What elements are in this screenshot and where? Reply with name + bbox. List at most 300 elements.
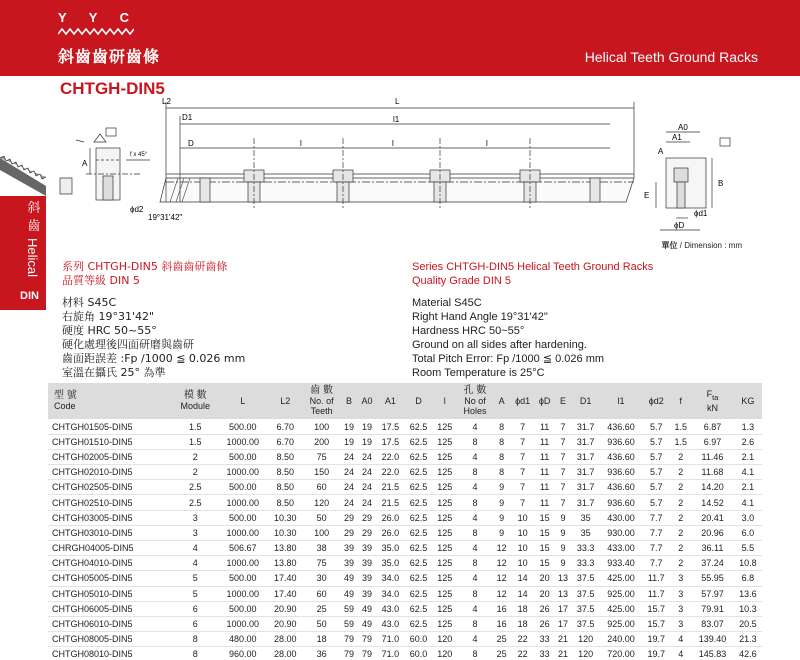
spec-en-grade: Quality Grade DIN 5 bbox=[412, 275, 512, 287]
table-cell: 1.5 bbox=[674, 436, 688, 447]
table-cell: 26 bbox=[539, 619, 550, 630]
table-cell: 9 bbox=[560, 543, 566, 554]
table-cell: 6.70 bbox=[276, 421, 295, 432]
table-cell: 62.5 bbox=[409, 421, 428, 432]
table-cell: 12 bbox=[496, 573, 507, 584]
table-cell: 120 bbox=[314, 497, 330, 508]
table-cell: 7.7 bbox=[650, 558, 663, 569]
table-cell: 37.5 bbox=[576, 619, 595, 630]
table-cell: 62.5 bbox=[409, 482, 428, 493]
table-cell: 33.3 bbox=[576, 543, 595, 554]
header-title-en: Helical Teeth Ground Racks bbox=[584, 49, 758, 65]
table-cell: 1000.00 bbox=[226, 588, 260, 599]
table-cell: 500.00 bbox=[229, 482, 257, 493]
table-cell: 8 bbox=[499, 421, 505, 432]
spec-cn-line: 齒面距誤差 :Fp /1000 ≦ 0.026 mm bbox=[62, 352, 246, 365]
table-cell: 3 bbox=[678, 573, 684, 584]
table-cell: 31.7 bbox=[576, 436, 595, 447]
table-cell: 7 bbox=[520, 421, 526, 432]
table-cell: 4 bbox=[678, 634, 684, 645]
table-cell: 1.5 bbox=[674, 421, 688, 432]
table-cell: 7 bbox=[560, 482, 566, 493]
table-cell: 125 bbox=[437, 619, 453, 630]
product-code-cell: CHTGH08005-DIN5 bbox=[52, 634, 133, 645]
product-code-cell: CHTGH05010-DIN5 bbox=[52, 588, 133, 599]
spec-chinese bbox=[62, 260, 245, 380]
table-cell: 1000.00 bbox=[226, 527, 260, 538]
table-cell: 18 bbox=[517, 603, 528, 614]
table-row bbox=[48, 616, 762, 631]
table-cell: 79 bbox=[343, 649, 354, 660]
table-cell: 31.7 bbox=[576, 482, 595, 493]
table-cell: 6.8 bbox=[741, 573, 755, 584]
col-f: f bbox=[670, 383, 691, 419]
table-cell: 8 bbox=[472, 558, 478, 569]
table-cell: 2 bbox=[678, 451, 684, 462]
label-B: B bbox=[718, 179, 724, 188]
table-cell: 34.0 bbox=[381, 573, 400, 584]
table-cell: 6.87 bbox=[703, 421, 722, 432]
table-cell: 8 bbox=[192, 649, 198, 660]
table-cell: 7 bbox=[560, 497, 566, 508]
table-cell: 7 bbox=[560, 451, 566, 462]
table-cell: 10 bbox=[517, 558, 528, 569]
table-cell: 59 bbox=[343, 603, 354, 614]
table-cell: 436.60 bbox=[607, 451, 635, 462]
table-cell: 13 bbox=[557, 573, 568, 584]
table-cell: 19 bbox=[361, 421, 372, 432]
table-cell: 17.5 bbox=[381, 436, 400, 447]
table-cell: 7.7 bbox=[650, 527, 663, 538]
label-A: A bbox=[82, 159, 88, 168]
table-cell: 39 bbox=[361, 573, 372, 584]
col-A1: A1 bbox=[376, 383, 404, 419]
table-cell: 6 bbox=[192, 603, 198, 614]
table-cell: 925.00 bbox=[607, 588, 635, 599]
label-A-right: A bbox=[658, 147, 664, 156]
table-cell: 436.60 bbox=[607, 421, 635, 432]
label-D1: D1 bbox=[182, 113, 193, 122]
table-cell: 2.6 bbox=[741, 436, 755, 447]
side-badge-din: DIN bbox=[20, 290, 39, 302]
table-cell: 7 bbox=[560, 421, 566, 432]
col-phiD: ϕD bbox=[535, 383, 554, 419]
table-cell: 24 bbox=[343, 497, 354, 508]
table-cell: 200 bbox=[314, 436, 330, 447]
col-B: B bbox=[340, 383, 357, 419]
table-cell: 9 bbox=[499, 527, 505, 538]
table-cell: 11 bbox=[539, 497, 550, 508]
table-cell: 11 bbox=[539, 451, 550, 462]
model-title: CHTGH-DIN5 bbox=[60, 79, 165, 98]
table-cell: 17 bbox=[557, 619, 568, 630]
table-cell: 3 bbox=[678, 603, 684, 614]
table-cell: 62.5 bbox=[409, 497, 428, 508]
table-cell: 62.5 bbox=[409, 558, 428, 569]
table-cell: 7 bbox=[520, 482, 526, 493]
table-cell: 43.0 bbox=[381, 603, 400, 614]
product-code-cell: CHTGH06005-DIN5 bbox=[52, 603, 133, 614]
table-cell: 62.5 bbox=[409, 603, 428, 614]
table-cell: 5.5 bbox=[741, 543, 755, 554]
product-code-cell: CHTGH02005-DIN5 bbox=[52, 451, 133, 462]
table-cell: 6.0 bbox=[741, 527, 755, 538]
table-cell: 20.96 bbox=[701, 527, 724, 538]
table-cell: 125 bbox=[437, 436, 453, 447]
col-A: A bbox=[493, 383, 510, 419]
table-cell: 8 bbox=[499, 451, 505, 462]
table-cell: 5 bbox=[192, 573, 198, 584]
table-cell: 8 bbox=[472, 527, 478, 538]
table-cell: 500.00 bbox=[229, 451, 257, 462]
table-cell: 35.0 bbox=[381, 543, 400, 554]
col-D1: D1 bbox=[572, 383, 600, 419]
table-cell: 3 bbox=[678, 619, 684, 630]
table-cell: 7.7 bbox=[650, 512, 663, 523]
table-cell: 21.5 bbox=[381, 497, 400, 508]
table-cell: 8 bbox=[472, 497, 478, 508]
table-cell: 1000.00 bbox=[226, 497, 260, 508]
col-l1: l1 bbox=[600, 383, 643, 419]
table-cell: 120 bbox=[437, 649, 453, 660]
table-body bbox=[48, 419, 762, 660]
label-D: D bbox=[188, 139, 194, 148]
table-row bbox=[48, 632, 762, 647]
table-cell: 5.7 bbox=[650, 421, 663, 432]
table-cell: 79.91 bbox=[701, 603, 724, 614]
table-cell: 42.6 bbox=[739, 649, 757, 660]
table-cell: 2.1 bbox=[741, 451, 755, 462]
table-cell: 7.7 bbox=[650, 543, 663, 554]
table-cell: 79 bbox=[361, 634, 372, 645]
table-cell: 49 bbox=[361, 603, 372, 614]
table-cell: 14.20 bbox=[701, 482, 724, 493]
table-cell: 480.00 bbox=[229, 634, 257, 645]
label-L: L bbox=[395, 98, 400, 106]
table-cell: 125 bbox=[437, 482, 453, 493]
table-row bbox=[48, 586, 762, 601]
table-cell: 39 bbox=[361, 588, 372, 599]
table-cell: 9 bbox=[560, 512, 566, 523]
side-label-en: Helical bbox=[25, 238, 40, 278]
table-cell: 8.50 bbox=[276, 467, 295, 478]
table-cell: 10.3 bbox=[739, 603, 757, 614]
table-cell: 37.5 bbox=[576, 603, 595, 614]
table-cell: 433.00 bbox=[607, 543, 635, 554]
spec-english bbox=[412, 260, 653, 380]
table-cell: 3.0 bbox=[741, 512, 755, 523]
table-cell: 21.5 bbox=[381, 482, 400, 493]
table-cell: 37.5 bbox=[576, 573, 595, 584]
table-cell: 79 bbox=[361, 649, 372, 660]
table-cell: 2.5 bbox=[188, 482, 202, 493]
table-cell: 62.5 bbox=[409, 573, 428, 584]
table-cell: 11 bbox=[539, 467, 550, 478]
table-cell: 9 bbox=[560, 558, 566, 569]
table-row bbox=[48, 601, 762, 616]
table-cell: 4 bbox=[472, 573, 478, 584]
table-cell: 4.1 bbox=[741, 467, 755, 478]
table-cell: 60.0 bbox=[409, 634, 428, 645]
table-cell: 4 bbox=[192, 558, 198, 569]
label-E: E bbox=[644, 191, 650, 200]
table-cell: 6.70 bbox=[276, 436, 295, 447]
table-cell: 50 bbox=[316, 619, 327, 630]
table-cell: 12 bbox=[496, 558, 507, 569]
table-cell: 2 bbox=[678, 512, 684, 523]
table-cell: 2 bbox=[678, 482, 684, 493]
col-Fta: $F_{ta}$ kN bbox=[691, 383, 734, 419]
table-cell: 8.50 bbox=[276, 497, 295, 508]
label-phi-d1: ϕd1 bbox=[694, 209, 708, 218]
table-cell: 8.50 bbox=[276, 482, 295, 493]
table-cell: 35 bbox=[580, 527, 591, 538]
col-L2: L2 bbox=[268, 383, 303, 419]
table-cell: 12 bbox=[496, 543, 507, 554]
label-A0: A0 bbox=[678, 123, 688, 132]
table-row bbox=[48, 556, 762, 571]
table-cell: 120 bbox=[578, 634, 594, 645]
table-cell: 1000.00 bbox=[226, 558, 260, 569]
table-cell: 10 bbox=[517, 512, 528, 523]
table-cell: 11.68 bbox=[701, 467, 724, 478]
table-cell: 62.5 bbox=[409, 436, 428, 447]
table-cell: 71.0 bbox=[381, 634, 400, 645]
product-code-cell: CHTGH06010-DIN5 bbox=[52, 619, 133, 630]
table-cell: 49 bbox=[343, 573, 354, 584]
table-row bbox=[48, 465, 762, 480]
table-cell: 1.5 bbox=[188, 421, 202, 432]
table-cell: 506.67 bbox=[229, 543, 257, 554]
table-cell: 15 bbox=[539, 527, 550, 538]
table-cell: 20.5 bbox=[739, 619, 757, 630]
table-cell: 43.0 bbox=[381, 619, 400, 630]
table-cell: 20.90 bbox=[274, 603, 297, 614]
table-cell: 8 bbox=[472, 467, 478, 478]
table-cell: 240.00 bbox=[607, 634, 635, 645]
table-cell: 26.0 bbox=[381, 527, 400, 538]
table-cell: 20.90 bbox=[274, 619, 297, 630]
table-cell: 7 bbox=[520, 436, 526, 447]
table-cell: 5.7 bbox=[650, 467, 663, 478]
table-cell: 22.0 bbox=[381, 467, 400, 478]
table-cell: 79 bbox=[343, 634, 354, 645]
product-code-cell: CHTGH04010-DIN5 bbox=[52, 558, 133, 569]
spec-cn-line: 室溫在攝氏 25° 為準 bbox=[62, 366, 166, 379]
table-cell: 5.7 bbox=[650, 482, 663, 493]
table-row bbox=[48, 434, 762, 449]
table-cell: 19 bbox=[343, 436, 354, 447]
table-cell: 22 bbox=[517, 634, 528, 645]
table-cell: 7 bbox=[560, 436, 566, 447]
table-cell: 11 bbox=[539, 482, 550, 493]
table-cell: 120 bbox=[437, 634, 453, 645]
table-header bbox=[48, 383, 762, 419]
table-cell: 29 bbox=[361, 512, 372, 523]
table-cell: 7 bbox=[520, 497, 526, 508]
table-cell: 19 bbox=[361, 436, 372, 447]
table-cell: 2 bbox=[192, 467, 198, 478]
table-cell: 7 bbox=[520, 451, 526, 462]
table-cell: 39 bbox=[361, 558, 372, 569]
table-cell: 29 bbox=[343, 512, 354, 523]
table-cell: 14.52 bbox=[701, 497, 724, 508]
table-cell: 925.00 bbox=[607, 619, 635, 630]
table-cell: 1000.00 bbox=[226, 619, 260, 630]
table-cell: 125 bbox=[437, 512, 453, 523]
table-cell: 25 bbox=[316, 603, 327, 614]
product-code-cell: CHTGH05005-DIN5 bbox=[52, 573, 133, 584]
table-cell: 100 bbox=[314, 421, 330, 432]
table-cell: 60 bbox=[316, 588, 327, 599]
table-cell: 19.7 bbox=[647, 634, 666, 645]
table-cell: 139.40 bbox=[698, 634, 727, 645]
table-cell: 19.7 bbox=[647, 649, 666, 660]
table-cell: 9 bbox=[560, 527, 566, 538]
table-cell: 13.80 bbox=[274, 558, 297, 569]
table-cell: 18 bbox=[517, 619, 528, 630]
table-cell: 8.50 bbox=[276, 451, 295, 462]
table-cell: 120 bbox=[578, 649, 594, 660]
table-cell: 62.5 bbox=[409, 619, 428, 630]
table-cell: 36 bbox=[316, 649, 327, 660]
product-code-cell: CHRGH04005-DIN5 bbox=[52, 543, 134, 554]
table-cell: 15 bbox=[539, 512, 550, 523]
table-cell: 8 bbox=[472, 649, 478, 660]
table-row bbox=[48, 495, 762, 510]
table-cell: 38 bbox=[316, 543, 327, 554]
table-cell: 125 bbox=[437, 558, 453, 569]
table-cell: 125 bbox=[437, 497, 453, 508]
table-cell: 6 bbox=[192, 619, 198, 630]
spec-en-line: Room Temperature is 25°C bbox=[412, 367, 545, 379]
table-cell: 13.6 bbox=[739, 588, 757, 599]
product-code-cell: CHTGH03010-DIN5 bbox=[52, 527, 133, 538]
table-cell: 936.60 bbox=[607, 497, 635, 508]
table-cell: 2 bbox=[678, 467, 684, 478]
table-cell: 59 bbox=[343, 619, 354, 630]
table-cell: 2 bbox=[192, 451, 198, 462]
table-cell: 24 bbox=[361, 467, 372, 478]
product-code-cell: CHTGH01505-DIN5 bbox=[52, 421, 133, 432]
table-cell: 125 bbox=[437, 421, 453, 432]
table-cell: 125 bbox=[437, 451, 453, 462]
table-cell: 9 bbox=[499, 512, 505, 523]
col-d2: ϕd2 bbox=[642, 383, 670, 419]
spec-cn-line: 右旋角 19°31'42" bbox=[62, 310, 155, 323]
table-row bbox=[48, 571, 762, 586]
table-cell: 15 bbox=[539, 558, 550, 569]
table-cell: 12 bbox=[496, 588, 507, 599]
table-cell: 62.5 bbox=[409, 588, 428, 599]
spec-cn-grade: 品質等級 DIN 5 bbox=[62, 274, 140, 287]
table-cell: 24 bbox=[343, 467, 354, 478]
table-cell: 39 bbox=[361, 543, 372, 554]
table-cell: 37.5 bbox=[576, 588, 595, 599]
table-cell: 4 bbox=[192, 543, 198, 554]
label-l-1: l bbox=[300, 139, 302, 148]
table-cell: 16 bbox=[496, 603, 507, 614]
table-cell: 62.5 bbox=[409, 527, 428, 538]
table-cell: 936.60 bbox=[607, 436, 635, 447]
col-holes: 孔 數 No of Holes bbox=[457, 383, 493, 419]
table-cell: 75 bbox=[316, 451, 327, 462]
label-l-2: l bbox=[392, 139, 394, 148]
table-cell: 430.00 bbox=[607, 512, 635, 523]
table-cell: 24 bbox=[343, 451, 354, 462]
table-cell: 5 bbox=[192, 588, 198, 599]
table-cell: 14 bbox=[517, 588, 528, 599]
table-cell: 19 bbox=[343, 421, 354, 432]
table-cell: 1.5 bbox=[188, 436, 202, 447]
table-cell: 4.1 bbox=[741, 497, 755, 508]
table-cell: 930.00 bbox=[607, 527, 635, 538]
col-module: 模 數 Module bbox=[173, 383, 218, 419]
table-cell: 33.3 bbox=[576, 558, 595, 569]
table-cell: 62.5 bbox=[409, 512, 428, 523]
table-cell: 10 bbox=[517, 527, 528, 538]
table-cell: 15.7 bbox=[647, 619, 666, 630]
table-cell: 8 bbox=[472, 588, 478, 599]
table-cell: 31.7 bbox=[576, 497, 595, 508]
table-cell: 62.5 bbox=[409, 543, 428, 554]
spec-en-line: Right Hand Angle 19°31'42" bbox=[412, 311, 548, 323]
col-L: L bbox=[218, 383, 268, 419]
side-label-cn: 斜齒 bbox=[27, 201, 41, 234]
table-cell: 62.5 bbox=[409, 451, 428, 462]
table-cell: 11 bbox=[539, 421, 550, 432]
col-KG: KG bbox=[734, 383, 762, 419]
table-row bbox=[48, 449, 762, 464]
table-cell: 17 bbox=[557, 603, 568, 614]
table-cell: 35 bbox=[580, 512, 591, 523]
specification-table bbox=[48, 383, 762, 660]
table-row bbox=[48, 647, 762, 660]
table-cell: 21 bbox=[557, 649, 568, 660]
product-code-cell: CHTGH02010-DIN5 bbox=[52, 467, 133, 478]
table-cell: 50 bbox=[316, 512, 327, 523]
table-cell: 10.30 bbox=[274, 527, 297, 538]
col-code: 型 號 Code bbox=[48, 383, 173, 419]
table-cell: 18 bbox=[316, 634, 327, 645]
table-cell: 4 bbox=[472, 421, 478, 432]
table-cell: 9 bbox=[499, 497, 505, 508]
table-row bbox=[48, 480, 762, 495]
label-phi-D: ϕD bbox=[674, 221, 685, 230]
table-cell: 2.1 bbox=[741, 482, 755, 493]
table-cell: 1000.00 bbox=[226, 467, 260, 478]
table-cell: 39 bbox=[343, 558, 354, 569]
table-cell: 500.00 bbox=[229, 603, 257, 614]
spec-cn-line: 硬化處理後四面研磨與齒研 bbox=[62, 338, 194, 351]
table-cell: 24 bbox=[361, 482, 372, 493]
table-cell: 24 bbox=[343, 482, 354, 493]
table-cell: 10 bbox=[517, 543, 528, 554]
label-phi-d2: ϕd2 bbox=[130, 205, 144, 214]
table-cell: 7 bbox=[560, 467, 566, 478]
table-cell: 33 bbox=[539, 649, 550, 660]
table-cell: 5.7 bbox=[650, 436, 663, 447]
table-cell: 9 bbox=[499, 482, 505, 493]
spec-cn-series: 系列 CHTGH-DIN5 斜齒齒研齒條 bbox=[62, 260, 228, 273]
table-cell: 24 bbox=[361, 497, 372, 508]
table-cell: 500.00 bbox=[229, 573, 257, 584]
table-cell: 21.3 bbox=[739, 634, 757, 645]
label-A1: A1 bbox=[672, 133, 682, 142]
table-cell: 125 bbox=[437, 573, 453, 584]
table-cell: 31.7 bbox=[576, 451, 595, 462]
table-cell: 57.97 bbox=[701, 588, 724, 599]
